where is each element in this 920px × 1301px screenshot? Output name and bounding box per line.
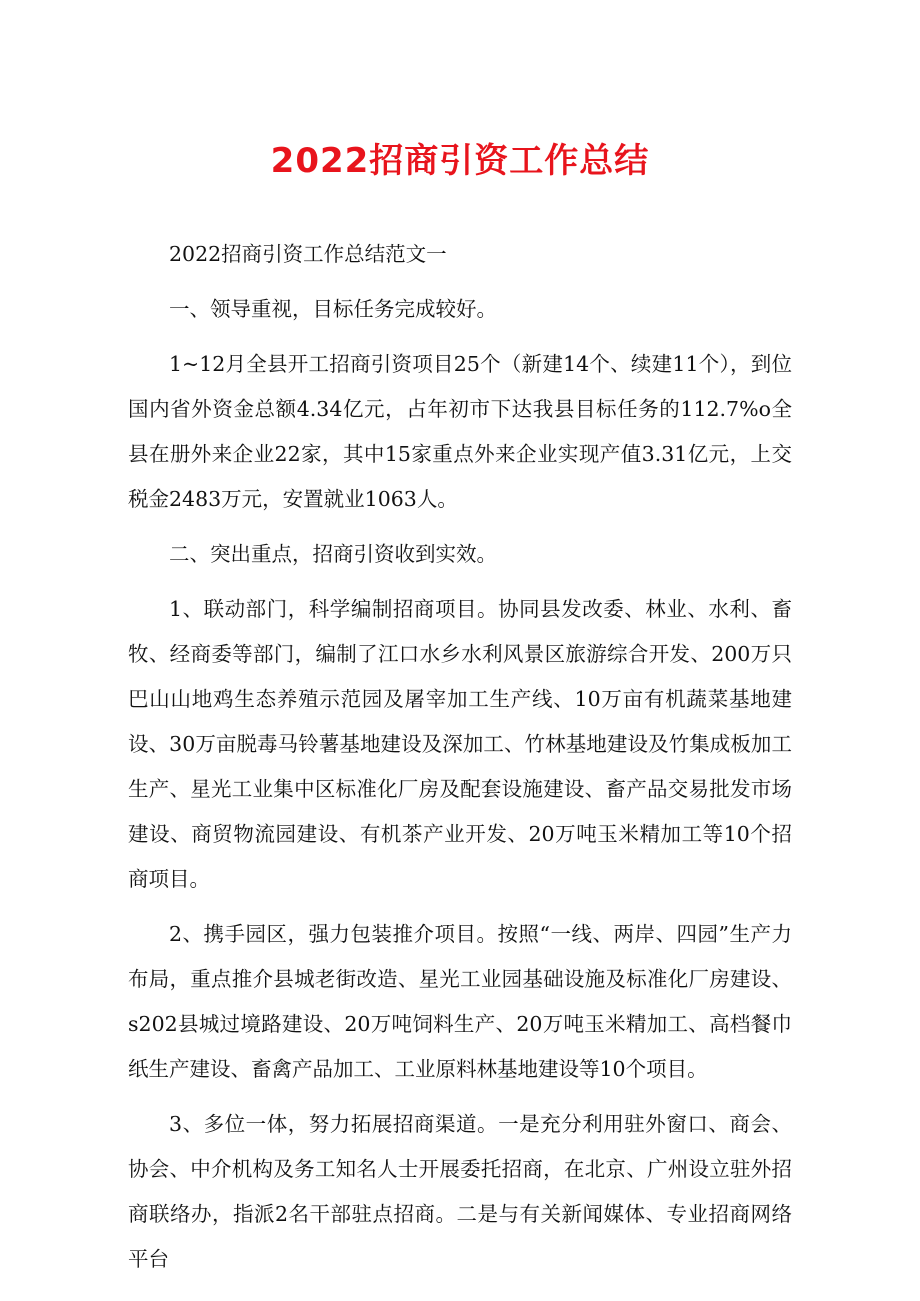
paragraph-subtitle: 2022招商引资工作总结范文一 — [169, 242, 447, 266]
paragraph-heading-1: 一、领导重视，目标任务完成较好。 — [169, 297, 497, 321]
document-body — [128, 232, 792, 1292]
paragraph-item-3: 3、多位一体，努力拓展招商渠道。一是充分利用驻外窗口、商会、协会、中介机构及务工知名人士开展委托招商，在北京、广州设立驻外招商联络办，指派2名干部驻点招商。二是与有关新闻媒体、专业招商网络平台 — [128, 1112, 792, 1271]
paragraph-item-2: 2、携手园区，强力包装推介项目。按照“一线、两岸、四园”生产力布局，重点推介县城老街改造、星光工业园基础设施及标准化厂房建设、s202县城过境路建设、20万吨饲料生产、20万吨玉米精加工、高档餐巾纸生产建设、畜禽产品加工、工业原料林基地建设等10个项目。 — [128, 922, 792, 1081]
paragraph-summary: 1~12月全县开工招商引资项目25个（新建14个、续建11个），到位国内省外资金总额4.34亿元，占年初市下达我县目标任务的112.7%o全县在册外来企业22家，其中15家重点外来企业实现产值3.31亿元，上交税金2483万元，安置就业1063人。 — [128, 352, 792, 511]
paragraph-item-1: 1、联动部门，科学编制招商项目。协同县发改委、林业、水利、畜牧、经商委等部门，编制了江口水乡水利风景区旅游综合开发、200万只巴山山地鸡生态养殖示范园及屠宰加工生产线、10万亩有机蔬菜基地建设、30万亩脱毒马铃薯基地建设及深加工、竹林基地建设及竹集成板加工生产、星光工业集中区标准化厂房及配套设施建设、畜产品交易批发市场建设、商贸物流园建设、有机茶产业开发、20万吨玉米精加工等10个招商项目。 — [128, 597, 792, 891]
paragraph-heading-2: 二、突出重点，招商引资收到实效。 — [169, 542, 497, 566]
document-title: 2022招商引资工作总结 — [270, 141, 650, 181]
